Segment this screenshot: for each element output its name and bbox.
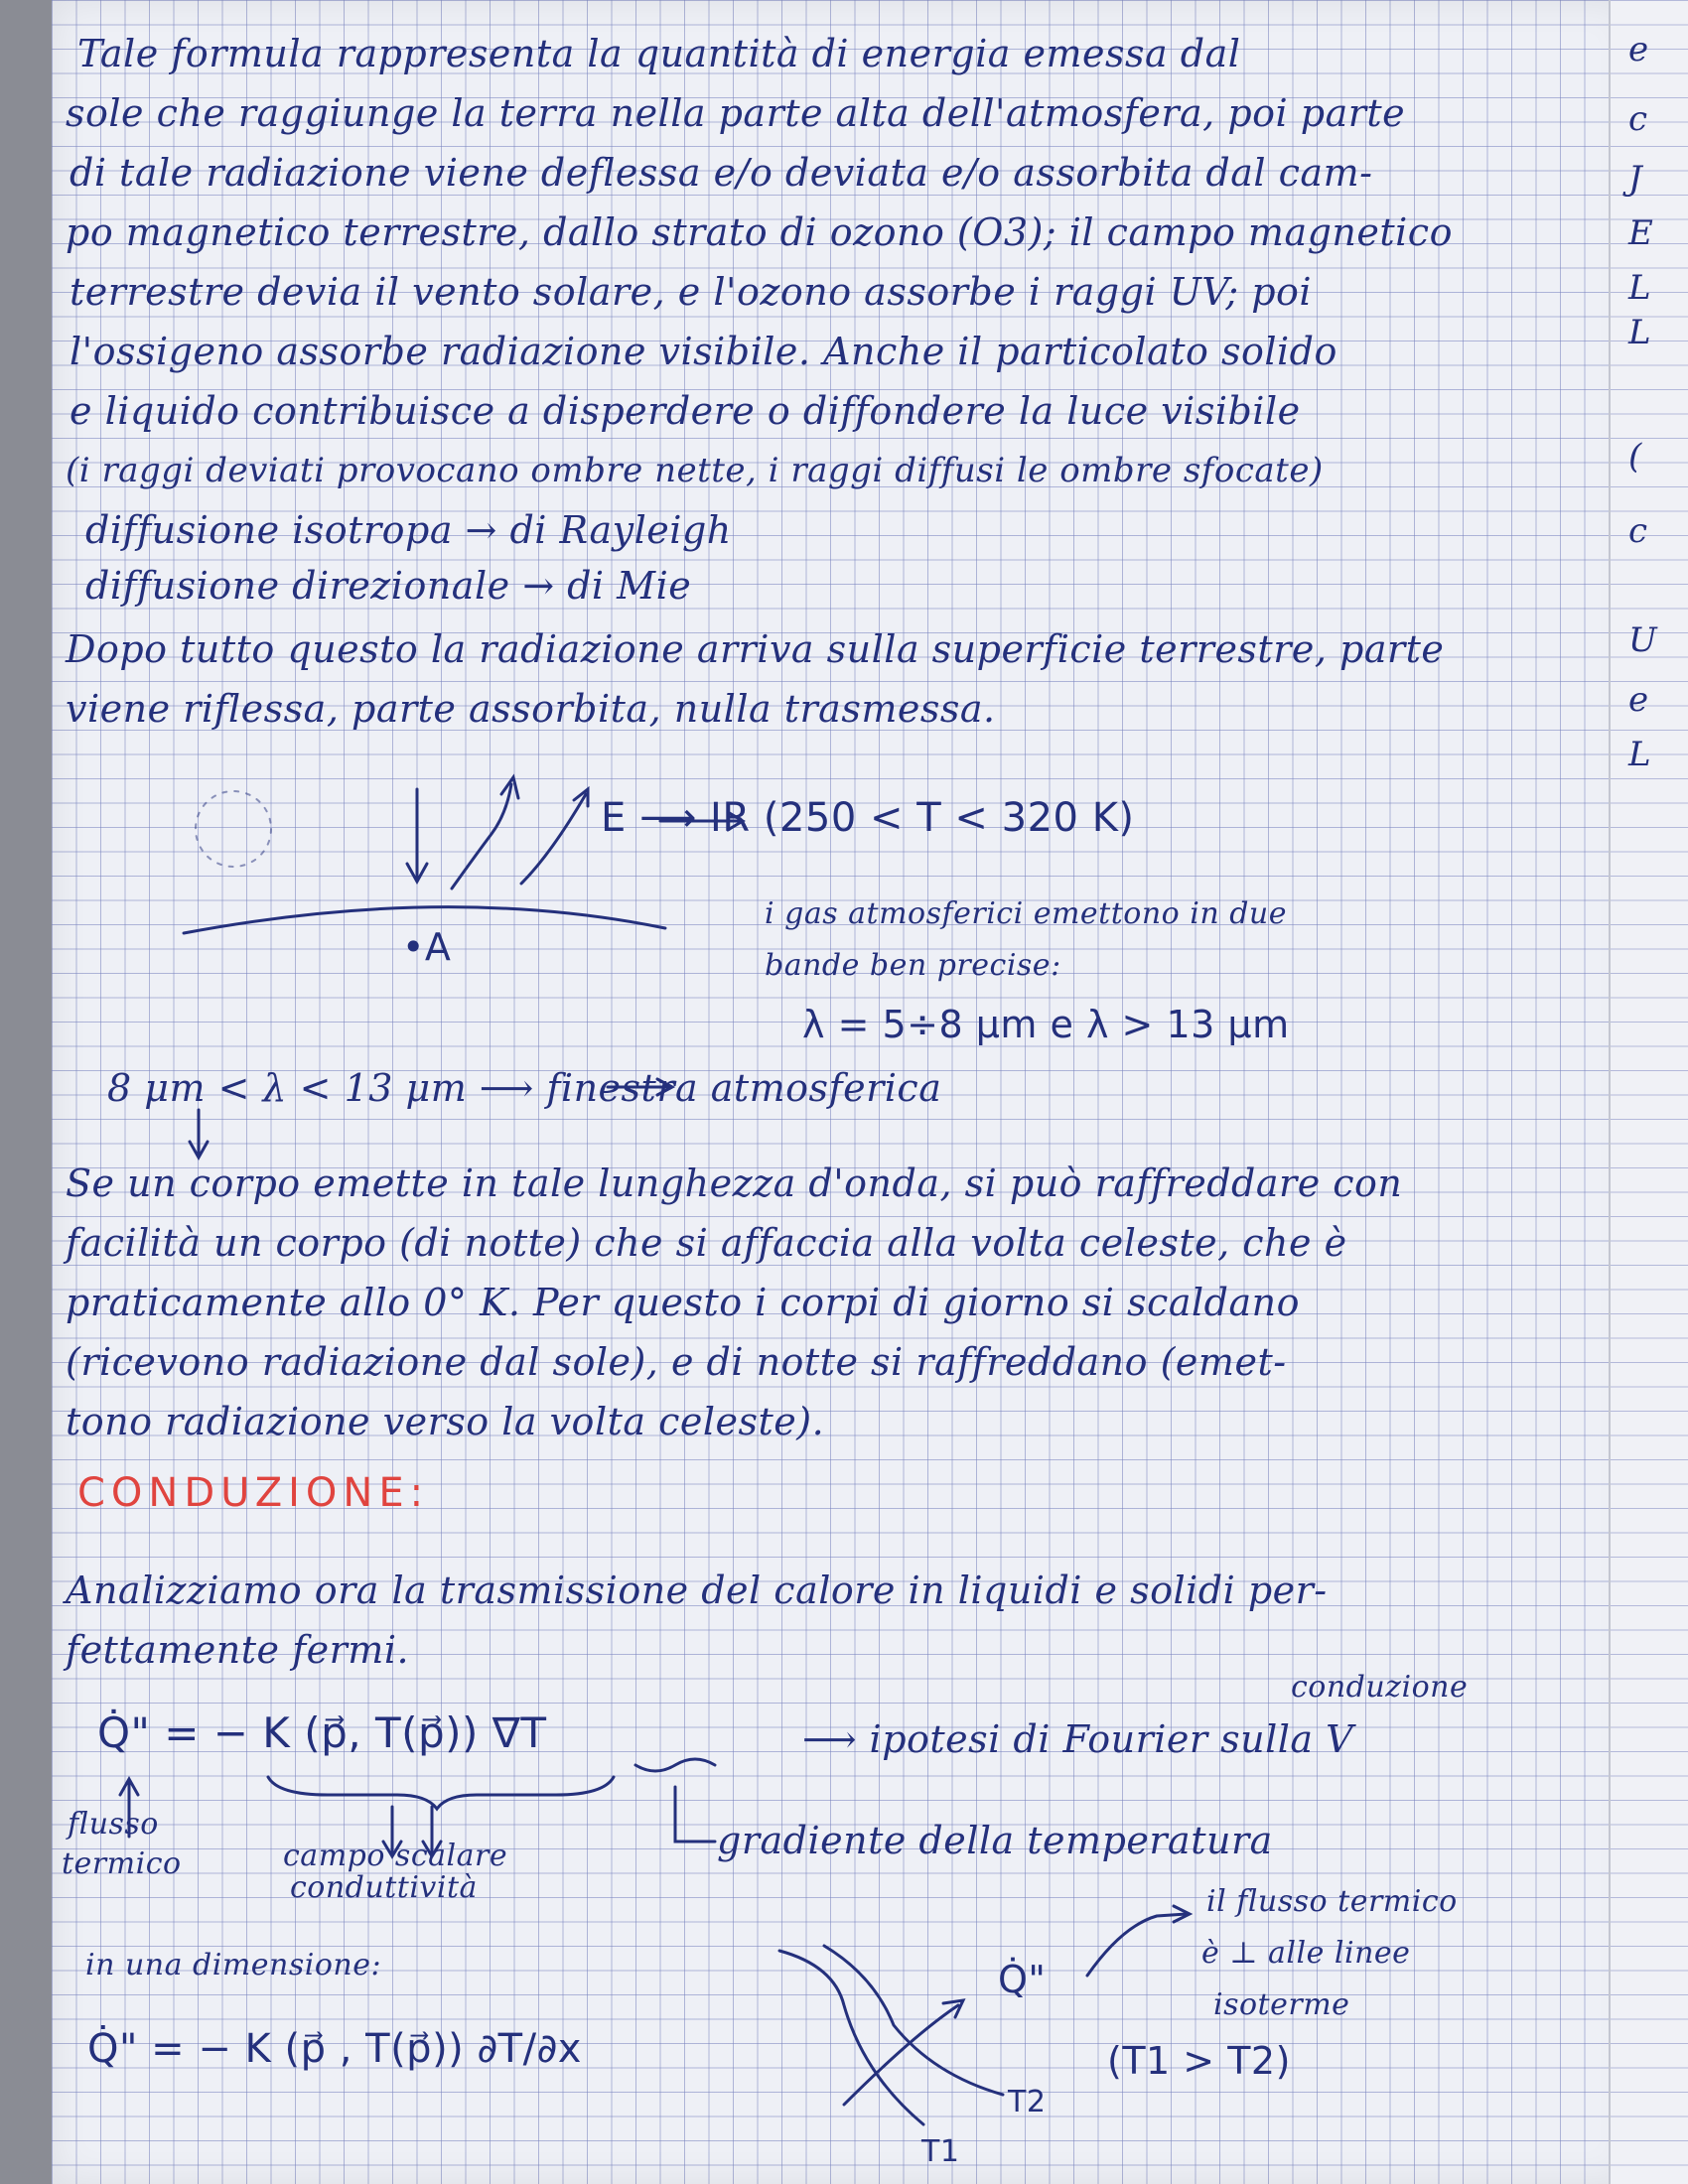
note-line: praticamente allo 0° K. Per questo i corpi di giorno si scaldano <box>66 1281 1300 1324</box>
fourier-hypothesis: ⟶ ipotesi di Fourier sulla V <box>802 1717 1354 1761</box>
field-label: campo scalare <box>283 1839 508 1873</box>
flux-label: flusso <box>68 1807 159 1842</box>
flux-note: isoterme <box>1213 1987 1350 2022</box>
edge-letter: L <box>1628 735 1651 774</box>
note-line: (ricevono radiazione dal sole), e di notte si raffreddano (emet- <box>66 1340 1287 1384</box>
edge-letter: U <box>1628 620 1657 660</box>
edge-letter: e <box>1628 30 1649 69</box>
note-line: facilità un corpo (di notte) che si affaccia alla volta celeste, che è <box>66 1221 1347 1265</box>
gas-note: bande ben precise: <box>765 948 1061 983</box>
note-line: diffusione direzionale → di Mie <box>85 564 692 608</box>
note-line: diffusione isotropa → di Rayleigh <box>85 508 732 552</box>
note-line: l'ossigeno assorbe radiazione visibile. Anche il particolato solido <box>70 330 1337 373</box>
note-line: viene riflessa, parte assorbita, nulla trasmessa. <box>66 687 996 731</box>
section-title: CONDUZIONE: <box>77 1470 430 1516</box>
note-line: Dopo tutto questo la radiazione arriva sulla superficie terrestre, parte <box>66 627 1445 671</box>
emission-label: E ⟶ IR (250 < T < 320 K) <box>601 795 1135 841</box>
edge-letter: J <box>1628 159 1642 199</box>
flux-note: è ⊥ alle linee <box>1201 1936 1411 1971</box>
t1-label: T1 <box>921 2134 960 2169</box>
binding-gutter <box>0 0 52 2184</box>
conductivity-label: conduttività <box>290 1870 478 1905</box>
atmospheric-window: 8 μm < λ < 13 μm ⟶ finestra atmosferica <box>107 1066 942 1110</box>
edge-letter: L <box>1628 268 1651 308</box>
note-line: (i raggi deviati provocano ombre nette, i raggi diffusi le ombre sfocate) <box>66 451 1324 490</box>
conduzione-label: conduzione <box>1291 1670 1469 1705</box>
gradient-label: gradiente della temperatura <box>717 1819 1273 1862</box>
note-line: Tale formula rappresenta la quantità di energia emessa dal <box>77 32 1241 75</box>
edge-letter: c <box>1628 511 1648 551</box>
note-line: e liquido contribuisce a disperdere o diffondere la luce visibile <box>70 389 1301 433</box>
note-line: terrestre devia il vento solare, e l'ozono assorbe i raggi UV; poi <box>70 270 1313 314</box>
note-line: po magnetico terrestre, dallo strato di ozono (O3); il campo magnetico <box>66 210 1453 254</box>
t2-label: T2 <box>1008 2085 1047 2119</box>
note-line: Analizziamo ora la trasmissione del calore in liquidi e solidi per- <box>66 1569 1328 1612</box>
note-line: tono radiazione verso la volta celeste). <box>66 1400 825 1443</box>
note-line: fettamente fermi. <box>66 1628 410 1672</box>
fourier-equation: Q̇" = − K (p⃗, T(p⃗)) ∇T <box>97 1708 547 1757</box>
flux-note: il flusso termico <box>1206 1884 1458 1919</box>
flux-label: termico <box>62 1846 182 1881</box>
edge-letter: c <box>1628 99 1648 139</box>
edge-letter: e <box>1628 680 1649 720</box>
edge-letter: ( <box>1628 437 1642 477</box>
one-dim-equation: Q̇" = − K (p⃗ , T(p⃗)) ∂T/∂x <box>87 2026 582 2072</box>
edge-letter: E <box>1628 213 1653 253</box>
one-dim-label: in una dimensione: <box>85 1948 382 1982</box>
q-label: Q̇" <box>998 1958 1047 2001</box>
point-a-label: •A <box>402 925 452 969</box>
edge-letter: L <box>1628 313 1651 352</box>
gas-note: i gas atmosferici emettono in due <box>765 896 1288 931</box>
temperature-relation: (T1 > T2) <box>1107 2039 1291 2083</box>
note-line: di tale radiazione viene deflessa e/o deviata e/o assorbita dal cam- <box>70 151 1373 195</box>
lambda-bands: λ = 5÷8 μm e λ > 13 μm <box>802 1003 1290 1046</box>
note-line: sole che raggiunge la terra nella parte alta dell'atmosfera, poi parte <box>66 91 1406 135</box>
note-line: Se un corpo emette in tale lunghezza d'onda, si può raffreddare con <box>66 1161 1403 1205</box>
